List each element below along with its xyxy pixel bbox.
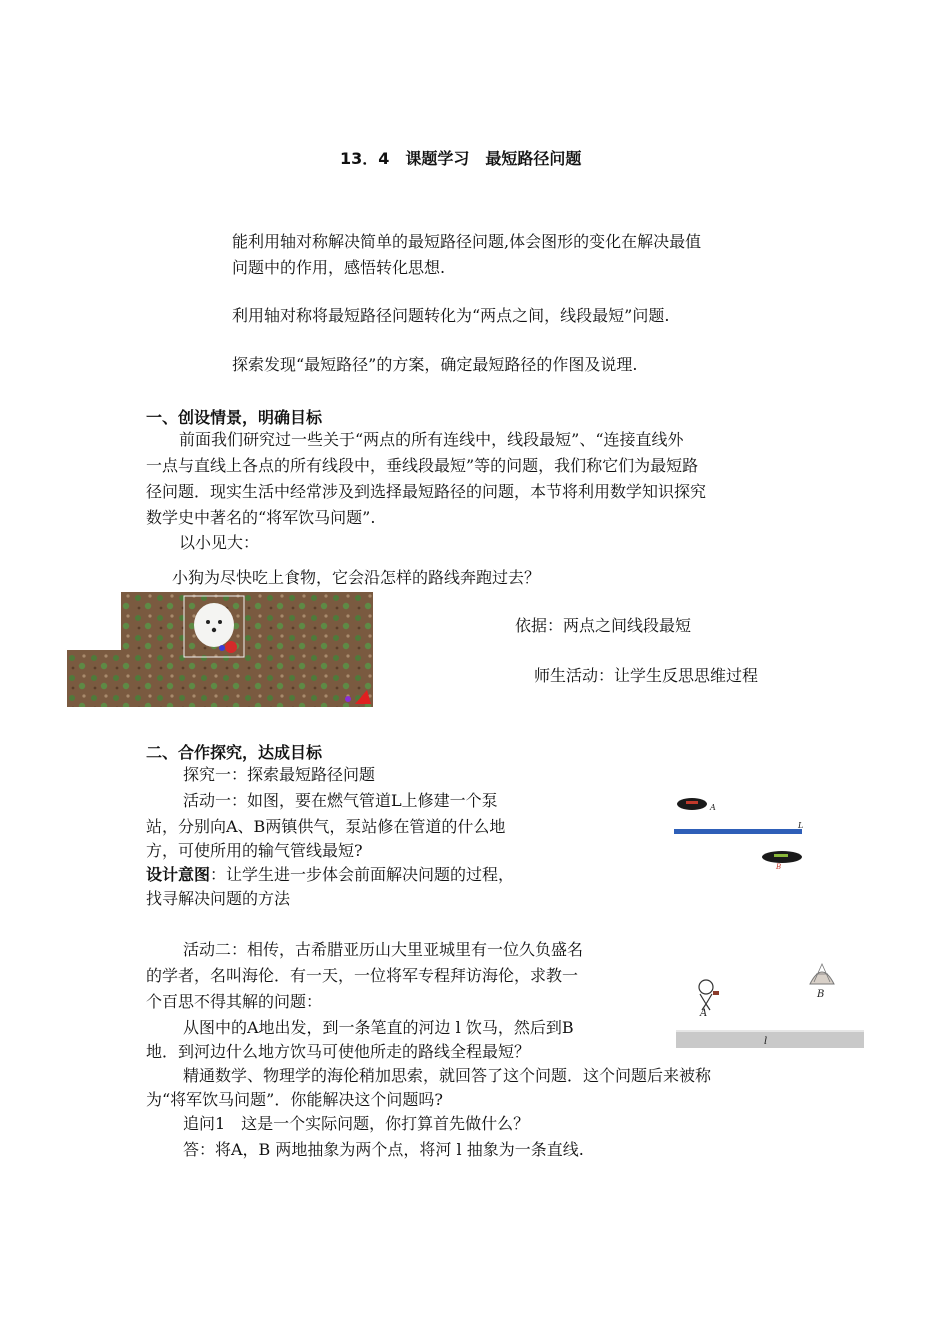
basis-text: 依据：两点之间线段最短 [515,616,692,635]
river-figure [676,960,864,1056]
activity1-line3: 方，可使所用的输气管线最短? [146,841,363,860]
activity2-line3: 个百思不得其解的问题： [146,992,323,1011]
section2-heading: 二、合作探究，达成目标 [146,743,323,762]
pipeline-label-l: L [798,821,804,830]
heron-line1: 精通数学、物理学的海伦稍加思索，就回答了这个问题．这个问题后来被称 [183,1066,712,1085]
teacher-activity: 师生活动：让学生反思思维过程 [534,666,759,685]
design-intent-line2: 找寻解决问题的方法 [146,889,291,908]
activity1-line1: 活动一：如图，要在燃气管道L上修建一个泵 [183,791,498,810]
explore1: 探究一：探索最短路径问题 [183,765,376,784]
heron-line2: 为“将军饮马问题”．你能解决这个问题吗? [146,1090,443,1109]
section1-para-line3: 径问题．现实生活中经常涉及到选择最短路径的问题，本节将利用数学知识探究 [146,482,707,501]
question-line2: 地．到河边什么地方饮马可使他所走的路线全程最短？ [146,1042,531,1061]
river-label-l: l [764,1036,768,1047]
goal-line-1: 能利用轴对称解决简单的最短路径问题,体会图形的变化在解决最值 [232,232,702,251]
activity2-line1: 活动二：相传，古希腊亚历山大里亚城里有一位久负盛名 [183,940,584,959]
design-intent [146,862,514,888]
difficulty: 探索发现“最短路径”的方案，确定最短路径的作图及说理. [232,355,638,374]
river-label-a: A [700,1008,708,1019]
dog-question: 小狗为尽快吃上食物，它会沿怎样的路线奔跑过去？ [172,568,541,587]
section1-para-line1: 前面我们研究过一些关于“两点的所有连线中，线段最短”、“连接直线外 [179,430,684,449]
section1-intro: 以小见大： [179,533,260,552]
section1-para-line4: 数学史中著名的“将军饮马问题”. [146,508,376,527]
section1-heading: 一、创设情景，明确目标 [146,408,323,427]
key-point: 利用轴对称将最短路径问题转化为“两点之间，线段最短”问题. [232,306,670,325]
activity1-line2: 站，分别向A、B两镇供气，泵站修在管道的什么地 [146,817,506,836]
question-line1: 从图中的A地出发，到一条笔直的河边 l 饮马，然后到B [183,1018,574,1037]
dog-photo [67,592,373,707]
design-intent-text: ：让学生进一步体会前面解决问题的过程， [210,865,515,884]
pipeline-figure [670,792,810,872]
pipeline-label-b: B [776,863,782,871]
design-intent-label: 设计意图 [146,865,211,884]
section1-para-line2: 一点与直线上各点的所有线段中，垂线段最短”等的问题，我们称它们为最短路 [146,456,699,475]
page-title: 13．4 课题学习 最短路径问题 [340,149,582,168]
followup-question: 追问1 这是一个实际问题，你打算首先做什么？ [183,1114,530,1133]
activity2-line2: 的学者，名叫海伦．有一天，一位将军专程拜访海伦，求教一 [146,966,579,985]
pipeline-label-a: A [710,803,716,812]
followup-answer: 答：将A，B 两地抽象为两个点，将河 l 抽象为一条直线. [183,1140,584,1159]
river-label-b: B [817,989,825,1000]
goal-line-2: 问题中的作用，感悟转化思想. [232,258,446,277]
